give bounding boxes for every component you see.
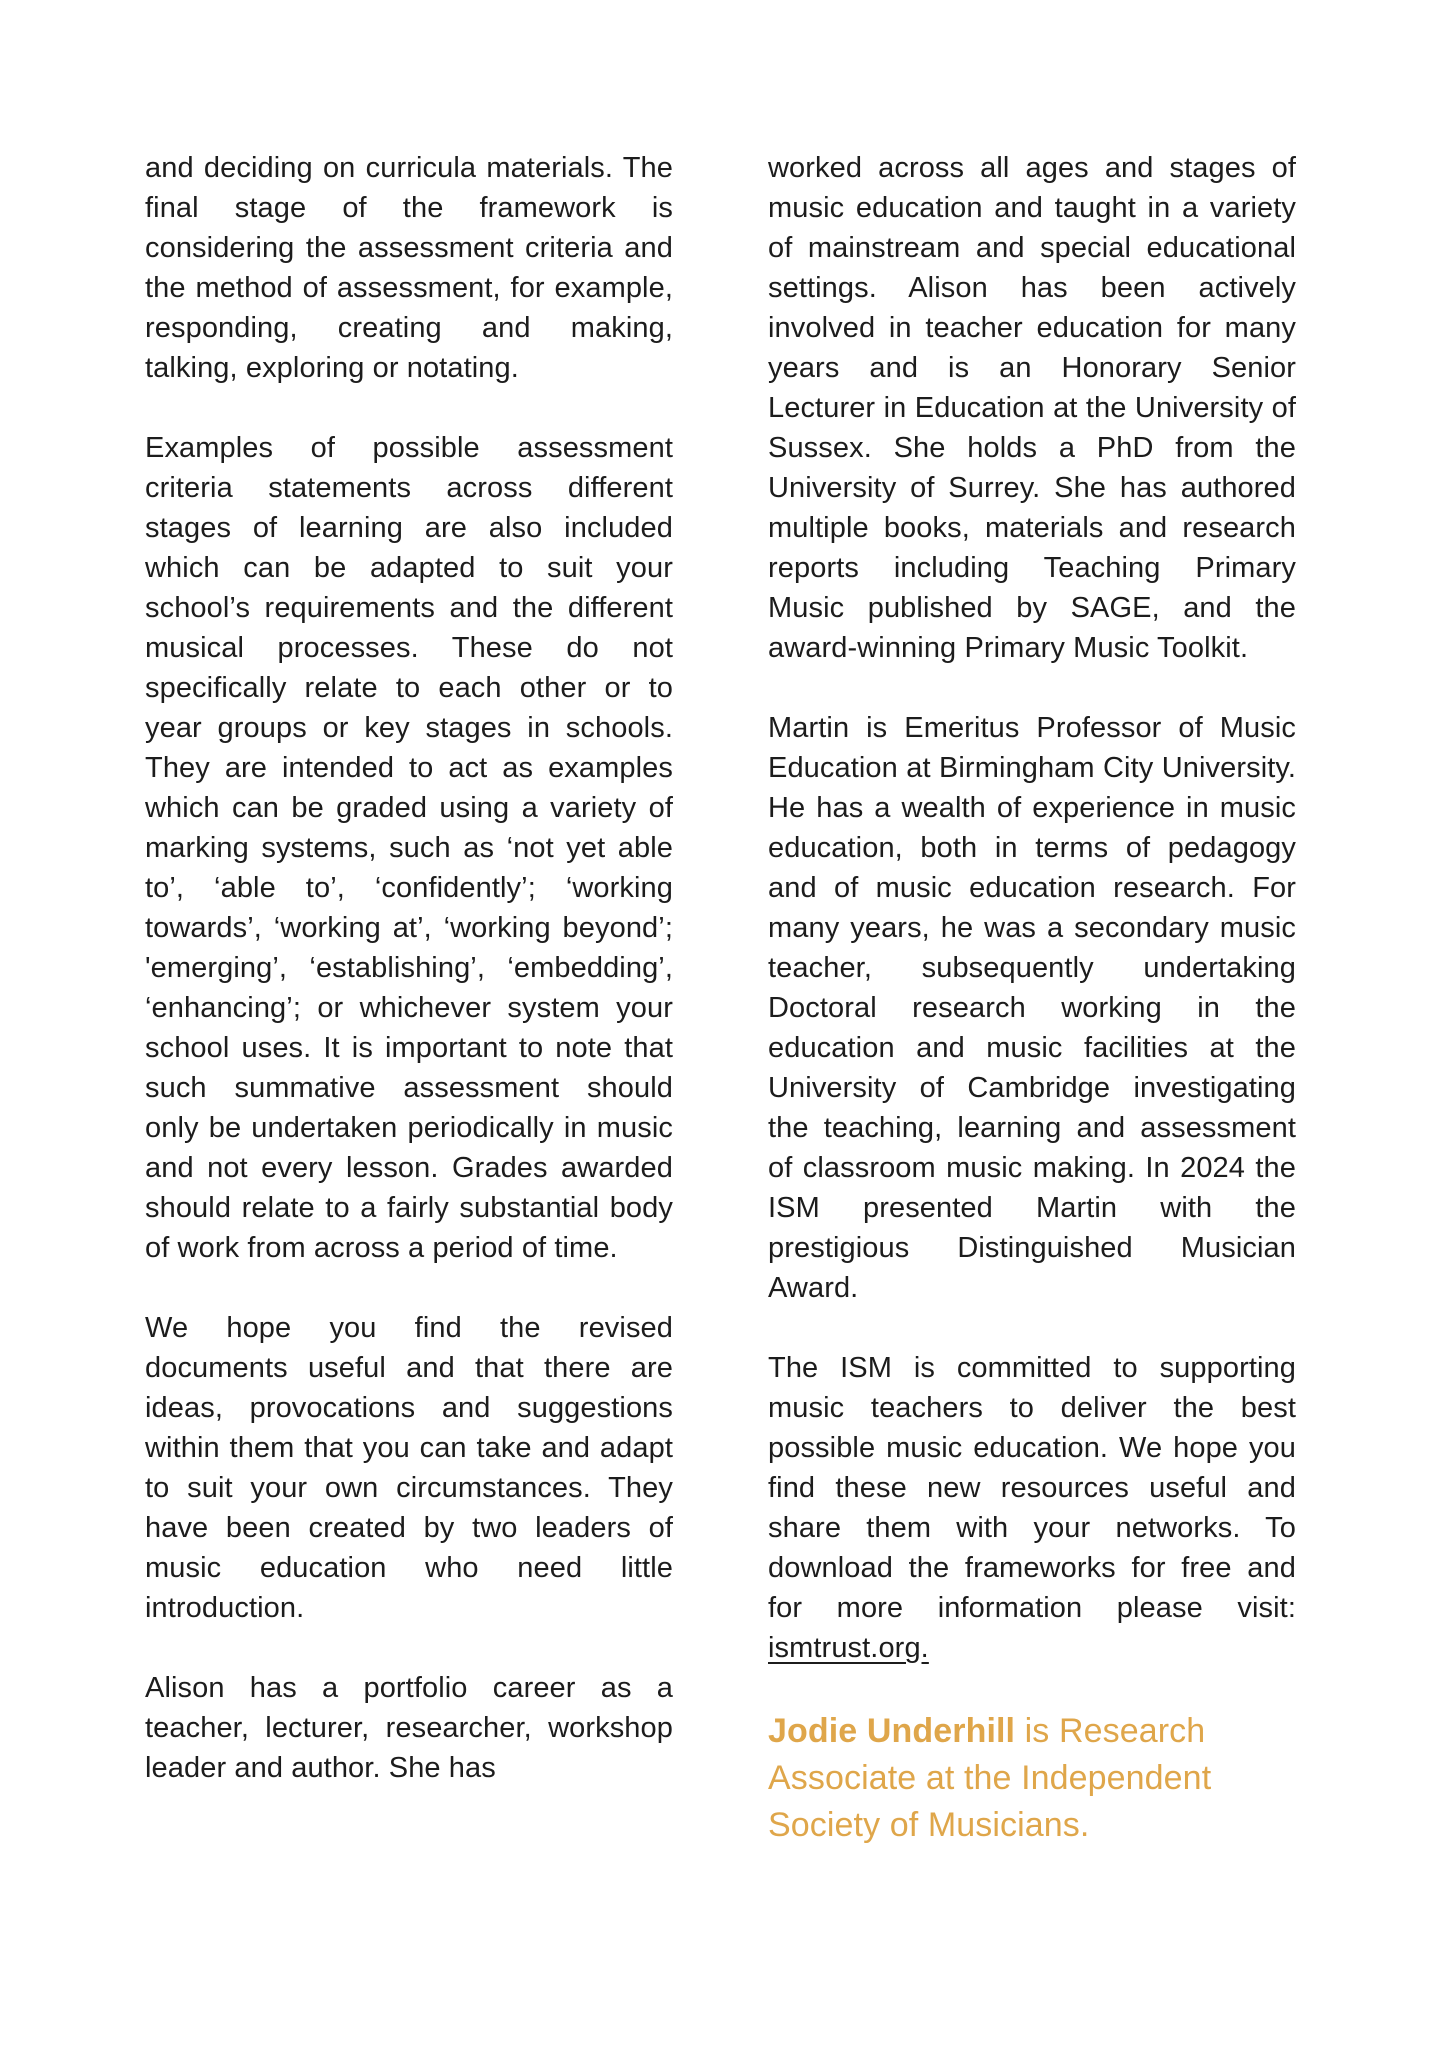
paragraph-martin-bio: Martin is Emeritus Professor of Music Education at Birmingham City University. He has a wealth of experience in music education, both in terms of pedagogy and of music education research. For many years, he was a secondary music teacher, subsequently undertaking Doctoral research working in the education and music facilities at the University of Cambridge investigating the teaching, learning and assessment of classroom music making. In 2024 the ISM presented Martin with the prestigious Distinguished Musician Award.: [768, 712, 1296, 1304]
paragraph-alison-intro: Alison has a portfolio career as a teacher, lecturer, researcher, workshop leader and author. She has: [145, 1672, 673, 1784]
paragraph-curricula-materials: and deciding on curricula materials. The final stage of the framework is considering the assessment criteria and the method of assessment, for example, responding, creating and making, talking, exploring or notating.: [145, 152, 673, 384]
author-credit: [768, 1708, 1296, 1849]
paragraph-ism-closing: [768, 1348, 1296, 1668]
paragraph-alison-bio: worked across all ages and stages of music education and taught in a variety of mainstream and special educational settings. Alison has been actively involved in teacher education for many years and is an Honorary Senior Lecturer in Education at the University of Sussex. She holds a PhD from the University of Surrey. She has authored multiple books, materials and research reports including Teaching Primary Music published by SAGE, and the award-winning Primary Music Toolkit.: [768, 152, 1296, 664]
left-column: [145, 148, 673, 1828]
author-credit-name: Jodie Underhill: [768, 1712, 1016, 1750]
ism-closing-text: The ISM is committed to supporting music teachers to deliver the best possible music education. We hope you find these new resources useful and share them with your networks. To download the frameworks for free and for more information please visit:: [768, 1352, 1296, 1624]
author-credit-role: is Research Associate at the Independent Society of Musicians.: [768, 1712, 1212, 1844]
paragraph-assessment-criteria-examples: Examples of possible assessment criteria statements across different stages of learning are also included which can be adapted to suit your school’s requirements and the different musical processes. These do not specifically relate to each other or to year groups or key stages in schools. They are intended to act as examples which can be graded using a variety of marking systems, such as ‘not yet able to’, ‘able to’, ‘confidently’; ‘working towards’, ‘working at’, ‘working beyond’; 'emerging’, ‘establishing’, ‘embedding’, ‘enhancing’; or whichever system your school uses. It is important to note that such summative assessment should only be undertaken periodically in music and not every lesson. Grades awarded should relate to a fairly substantial body of work from across a period of time.: [145, 432, 673, 1264]
right-column: [768, 148, 1296, 1889]
paragraph-we-hope: We hope you find the revised documents useful and that there are ideas, provocations and suggestions within them that you can take and adapt to suit your own circumstances. They have been created by two leaders of music education who need little introduction.: [145, 1312, 673, 1624]
ismtrust-link[interactable]: ismtrust.org.: [768, 1632, 929, 1664]
